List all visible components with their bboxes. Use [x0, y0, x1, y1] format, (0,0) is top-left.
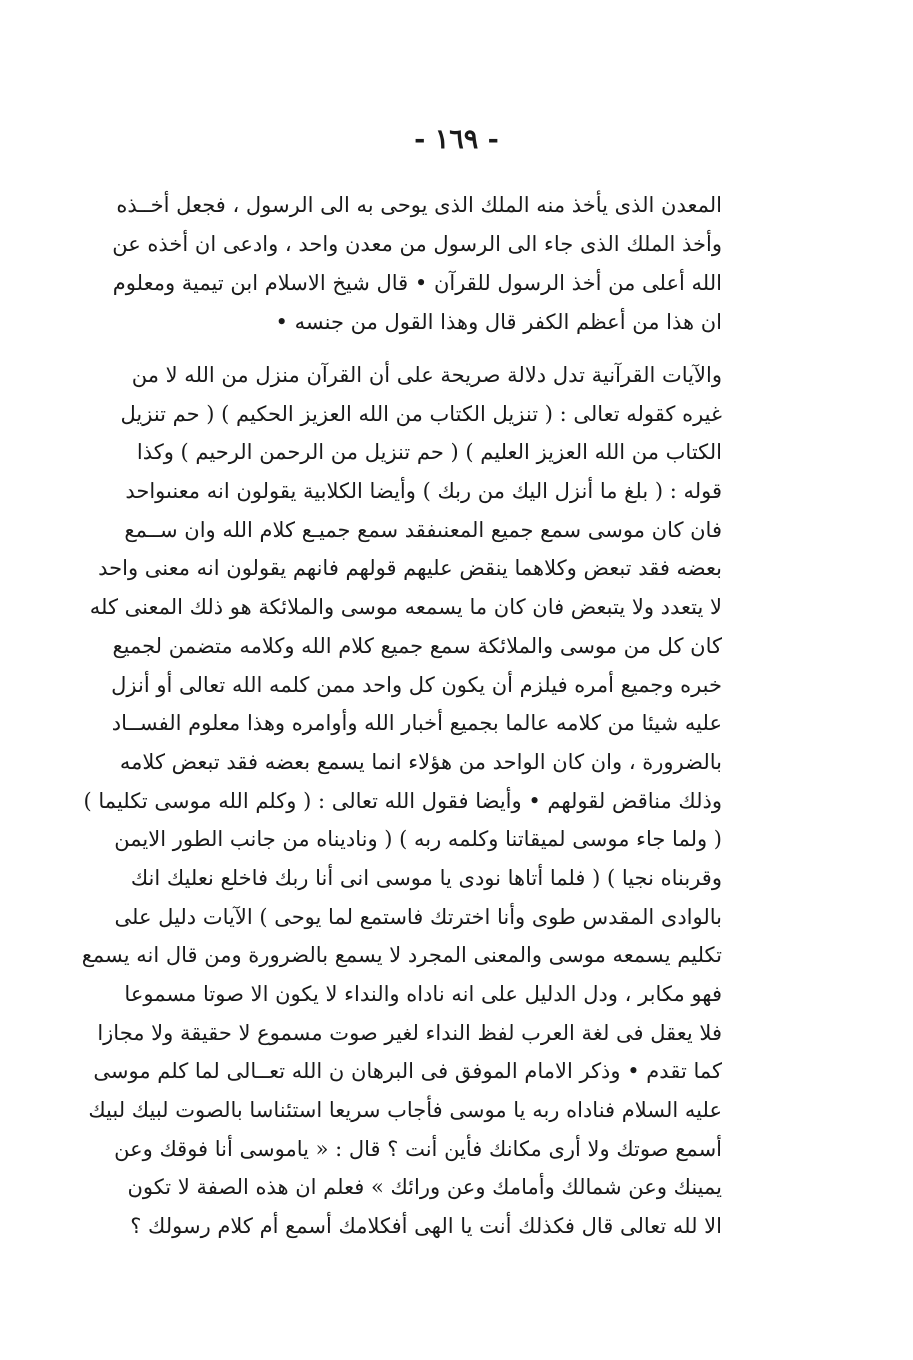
text-line: عليه شيئا من كلامه عالما بجميع أخبار الله وأوامره وهذا معلوم الفســاد — [111, 711, 722, 736]
text-line: وقربناه نجيا ) ( فلما أتاها نودى يا موسى انى أنا ربك فاخلع نعليك انك — [130, 865, 722, 890]
text-line: كما تقدم • وذكر الامام الموفق فى البرهان ن الله تعــالى لما كلم موسى — [93, 1059, 722, 1084]
text-line: وذلك مناقض لقولهم • وأيضا فقول الله تعالى : ( وكلم الله موسى تكليما ) — [83, 788, 722, 813]
text-line: لا يتعدد ولا يتبعض فان كان ما يسمعه موسى والملائكة هو ذلك المعنى كله — [89, 595, 722, 620]
text-line: عليه السلام فناداه ربه يا موسى فأجاب سريعا استئناسا بالصوت لبيك لبيك — [88, 1098, 722, 1123]
text-line: والآيات القرآنية تدل دلالة صريحة على أن القرآن منزل من الله لا من — [131, 363, 722, 387]
text-line: ان هذا من أعظم الكفر قال وهذا القول من جنسه • — [275, 310, 722, 334]
text-line: قوله : ( بلغ ما أنزل اليك من ربك ) وأيضا الكلابية يقولون انه معنىواحد — [125, 479, 722, 504]
text-line: الا لله تعالى قال فكذلك أنت يا الهى أفكلامك أسمع أم كلام رسولك ؟ — [130, 1214, 722, 1239]
text-line: يمينك وعن شمالك وأمامك وعن ورائك » فعلم ان هذه الصفة لا تكون — [127, 1175, 722, 1200]
text-line: بالوادى المقدس طوى وأنا اخترتك فاستمع لما يوحى ) الآيات دليل على — [114, 904, 722, 929]
text-line: ( ولما جاء موسى لميقاتنا وكلمه ربه ) ( وناديناه من جانب الطور الايمن — [114, 827, 722, 852]
text-line: المعدن الذى يأخذ منه الملك الذى يوحى به الى الرسول ، فجعل أخــذه — [116, 193, 722, 217]
text-line: بعضه فقد تبعض وكلاهما ينقض عليهم قولهم فانهم يقولون انه معنى واحد — [98, 556, 722, 581]
text-line: الله أعلى من أخذ الرسول للقرآن • قال شيخ الاسلام ابن تيمية ومعلوم — [112, 271, 722, 295]
text-line: تكليم يسمعه موسى والمعنى المجرد لا يسمع بالضرورة ومن قال انه يسمع — [81, 943, 722, 968]
page-number: - ١٦٩ - — [414, 124, 499, 155]
text-line: أسمع صوتك ولا أرى مكانك فأين أنت ؟ قال : « ياموسى أنا فوقك وعن — [114, 1136, 722, 1161]
text-line: وأخذ الملك الذى جاء الى الرسول من معدن واحد ، وادعى ان أخذه عن — [112, 232, 722, 256]
text-line: غيره كقوله تعالى : ( تنزيل الكتاب من الله العزيز الحكيم ) ( حم تنزيل — [120, 401, 722, 426]
text-line: فان كان موسى سمع جميع المعنىفقد سمع جميـع كلام الله وان ســمع — [124, 517, 722, 542]
text-line: فهو مكابر ، ودل الدليل على انه ناداه والنداء لا يكون الا صوتا مسموعا — [124, 982, 722, 1006]
text-line: بالضرورة ، وان كان الواحد من هؤلاء انما يسمع بعضه فقد تبعض كلامه — [119, 749, 722, 774]
text-line: خبره وجميع أمره فيلزم أن يكون كل واحد ممن كلمه الله تعالى أو أنزل — [111, 672, 722, 697]
text-line: كان كل من موسى والملائكة سمع جميع كلام الله وكلامه متضمن لجميع — [112, 633, 722, 658]
text-line: الكتاب من الله العزيز العليم ) ( حم تنزيل من الرحمن الرحيم ) وكذا — [136, 440, 722, 465]
paragraph-1 — [112, 186, 722, 342]
text-line: فلا يعقل فى لغة العرب لفظ النداء لغير صوت مسموع لا حقيقة ولا مجازا — [97, 1020, 722, 1045]
paragraph-2 — [81, 356, 722, 1246]
